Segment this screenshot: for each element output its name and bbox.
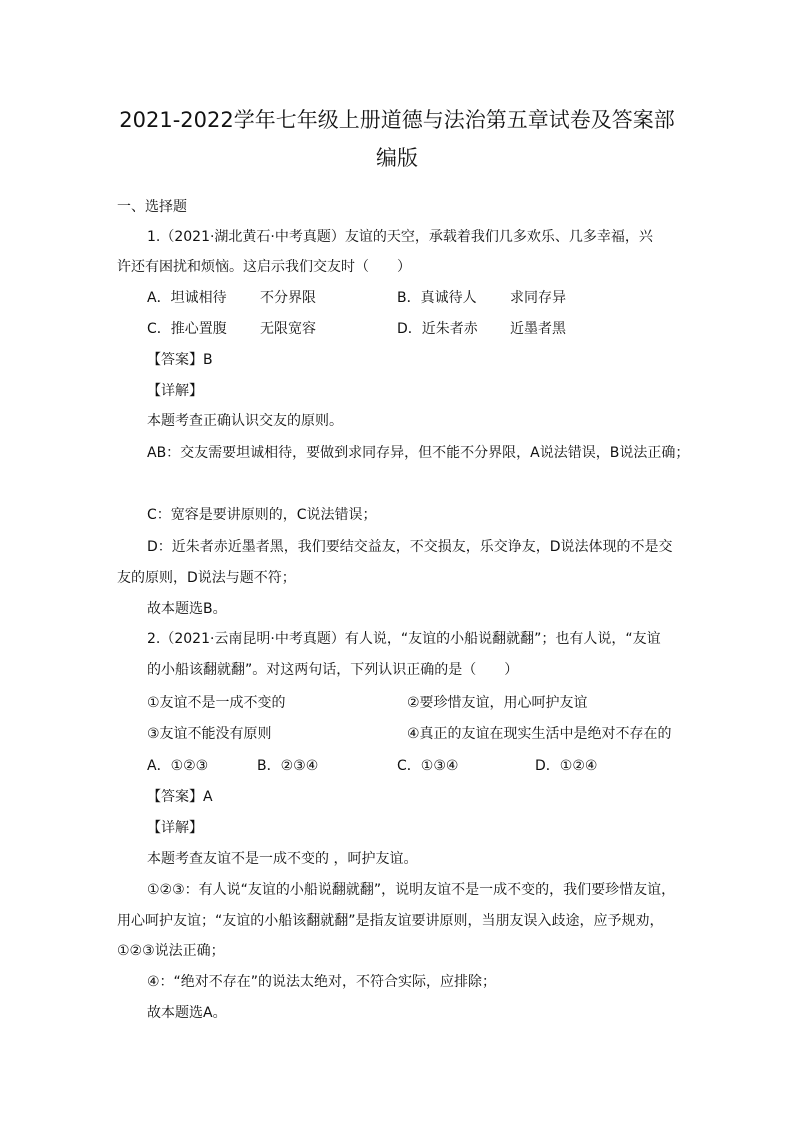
q2-stem: 2.（2021·云南昆明·中考真题）有人说，“友谊的小船说翻就翻”；也有人说，“友谊 [147,631,661,647]
q2-stem-cont: 的小船该翻就翻”。对这两句话，下列认识正确的是（ ） [147,662,519,678]
q2-option-b: B．②③④ [257,758,319,774]
q2-explanation: ①②③：有人说“友谊的小船说翻就翻”，说明友谊不是一成不变的，我们要珍惜友谊， [147,882,676,898]
q2-conclusion: 故本题选A。 [147,1005,227,1021]
q2-explanation: ④：“绝对不存在”的说法太绝对，不符合实际，应排除； [147,974,497,990]
q2-answer: 【答案】A [147,789,213,805]
q1-conclusion: 故本题选B。 [147,601,227,617]
q2-explanation: 用心呵护友谊；“友谊的小船该翻就翻”是指友谊要讲原则，当朋友误入歧途，应予规劝， [117,913,664,929]
section-heading: 一、选择题 [117,199,187,215]
q1-option-b: B．真诚待人 [397,290,477,306]
q1-stem: 1.（2021·湖北黄石·中考真题）友谊的天空，承载着我们几多欢乐、几多幸福，兴 [147,229,653,245]
title-line-2: 编版 [376,146,418,170]
q1-explanation: C：宽容是要讲原则的，C说法错误； [147,507,377,523]
q1-option-c-tail: 无限宽容 [260,321,316,337]
q2-detail-heading: 【详解】 [147,820,203,836]
q1-option-a-tail: 不分界限 [260,290,316,306]
q1-explanation: 友的原则，D说法与题不符； [117,570,296,586]
q1-explanation: AB：交友需要坦诚相待，要做到求同存异，但不能不分界限，A说法错误，B说法正确； [147,445,690,461]
q2-item-2: ②要珍惜友谊，用心呵护友谊 [407,695,588,711]
q1-explanation: 本题考查正确认识交友的原则。 [147,413,343,429]
q2-option-c: C．①③④ [397,758,459,774]
q1-option-a: A．坦诚相待 [147,290,227,306]
q2-option-d: D．①②④ [535,758,598,774]
q1-detail-heading: 【详解】 [147,383,203,399]
title-line-1: 2021-2022学年七年级上册道德与法治第五章试卷及答案部 [119,108,675,132]
q2-explanation: ①②③说法正确； [117,943,225,959]
q1-option-d: D．近朱者赤 [397,321,478,337]
q2-option-a: A．①②③ [147,758,209,774]
q2-explanation: 本题考查友谊不是一成不变的 ，呵护友谊。 [147,851,418,867]
q1-answer: 【答案】B [147,352,213,368]
q2-item-3: ③友谊不能没有原则 [147,726,272,742]
q1-option-b-tail: 求同存异 [510,290,566,306]
q1-stem-cont: 许还有困扰和烦恼。这启示我们交友时（ ） [117,259,411,275]
q1-option-d-tail: 近墨者黑 [510,321,566,337]
q2-item-1: ①友谊不是一成不变的 [147,695,286,711]
q2-item-4: ④真正的友谊在现实生活中是绝对不存在的 [407,726,672,742]
q1-explanation: D：近朱者赤近墨者黑，我们要结交益友，不交损友，乐交诤友，D说法体现的不是交 [147,539,673,555]
q1-option-c: C．推心置腹 [147,321,227,337]
